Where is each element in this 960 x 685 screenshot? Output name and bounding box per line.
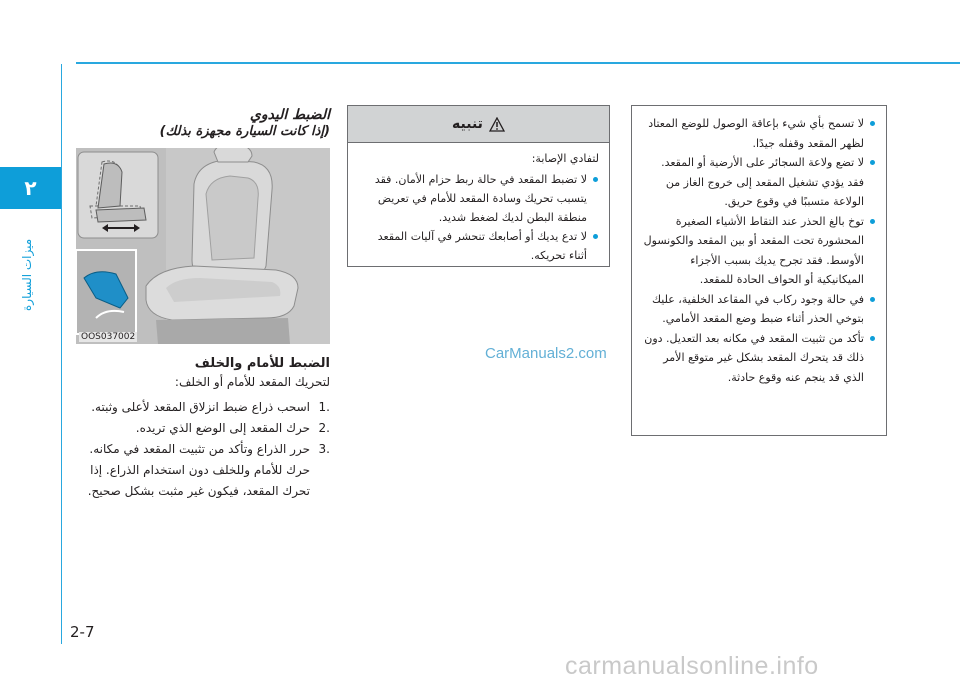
warning-item: لا تضع ولاعة السجائر على الأرضية أو المقعد. فقد يؤدي تشغيل المقعد إلى خروج الغاز من الولاعة متسببًا في وقوع حريق.: [642, 153, 876, 212]
warning-item: تأكد من تثبيت المقعد في مكانه بعد التعديل. دون ذلك قد يتحرك المقعد بشكل غير متوقع الأمر الذي قد ينجم عنه وقوع حادثة.: [642, 329, 876, 388]
site-watermark: CarManuals2.com: [485, 345, 607, 362]
caution-title: تنبيه: [452, 116, 483, 132]
step-number: .3: [318, 442, 330, 456]
warning-item: لا تسمح بأي شيء بإعاقة الوصول للوضع المعتاد لظهر المقعد وقفله جيدًا.: [642, 114, 876, 153]
warning-item: توخ بالغ الحذر عند التقاط الأشياء الصغيرة المحشورة تحت المقعد أو بين المقعد والكونسول الأوسط. فقد تجرح يديك بسبب الأجزاء الميكانيكية أو الحواف الحادة للمقعد.: [642, 212, 876, 290]
page-number: 2-7: [70, 623, 95, 641]
step-text: حرر الذراع وتأكد من تثبيت المقعد في مكانه. حرك للأمام وللخلف دون استخدام الذراع. إذا تحرك المقعد، فيكون غير مثبت بشكل صحيح.: [87, 442, 310, 498]
side-rule: [61, 64, 62, 644]
forward-back-title: الضبط للأمام والخلف: [194, 356, 330, 371]
figure-code: OOS037002: [81, 332, 136, 342]
seat-figure: [76, 148, 330, 344]
caution-box: [347, 105, 610, 267]
forward-back-steps: [70, 397, 330, 502]
chapter-label: ميزات السيارة: [20, 238, 34, 311]
footer-watermark: carmanualsonline.info: [565, 652, 819, 680]
step-1: [70, 397, 330, 418]
chapter-tab: ٢: [0, 167, 61, 209]
step-text: حرك المقعد إلى الوضع الذي تريده.: [135, 421, 310, 435]
caution-list: [358, 170, 599, 265]
caution-item: لا تضبط المقعد في حالة ربط حزام الأمان. فقد يتسبب تحريك وسادة المقعد للأمام في تعريض منطقة البطن لديك لضغط شديد.: [358, 170, 599, 227]
warning-triangle-icon: [489, 117, 505, 132]
seat-illustration: [76, 148, 330, 344]
header-rule: [76, 62, 960, 64]
warning-item: في حالة وجود ركاب في المقاعد الخلفية، عليك بتوخي الحذر أثناء ضبط وضع المقعد الأمامي.: [642, 290, 876, 329]
step-text: اسحب ذراع ضبط انزلاق المقعد لأعلى وثبته.: [91, 400, 310, 414]
warning-box: [631, 105, 887, 436]
section-title: الضبط اليدوي: [249, 107, 330, 123]
step-2: [70, 418, 330, 439]
step-number: .1: [318, 400, 330, 414]
forward-back-intro: لتحريك المقعد للأمام أو الخلف:: [174, 375, 330, 389]
caution-item: لا تدع يديك أو أصابعك تنحشر في آليات المقعد أثناء تحريكه.: [358, 227, 599, 265]
warning-list: [642, 114, 876, 387]
step-3: [70, 439, 330, 502]
caution-header: [348, 106, 609, 143]
step-number: .2: [318, 421, 330, 435]
caution-subheading: لتفادي الإصابة:: [531, 152, 599, 165]
section-subtitle: (إذا كانت السيارة مجهزة بذلك): [159, 124, 330, 139]
